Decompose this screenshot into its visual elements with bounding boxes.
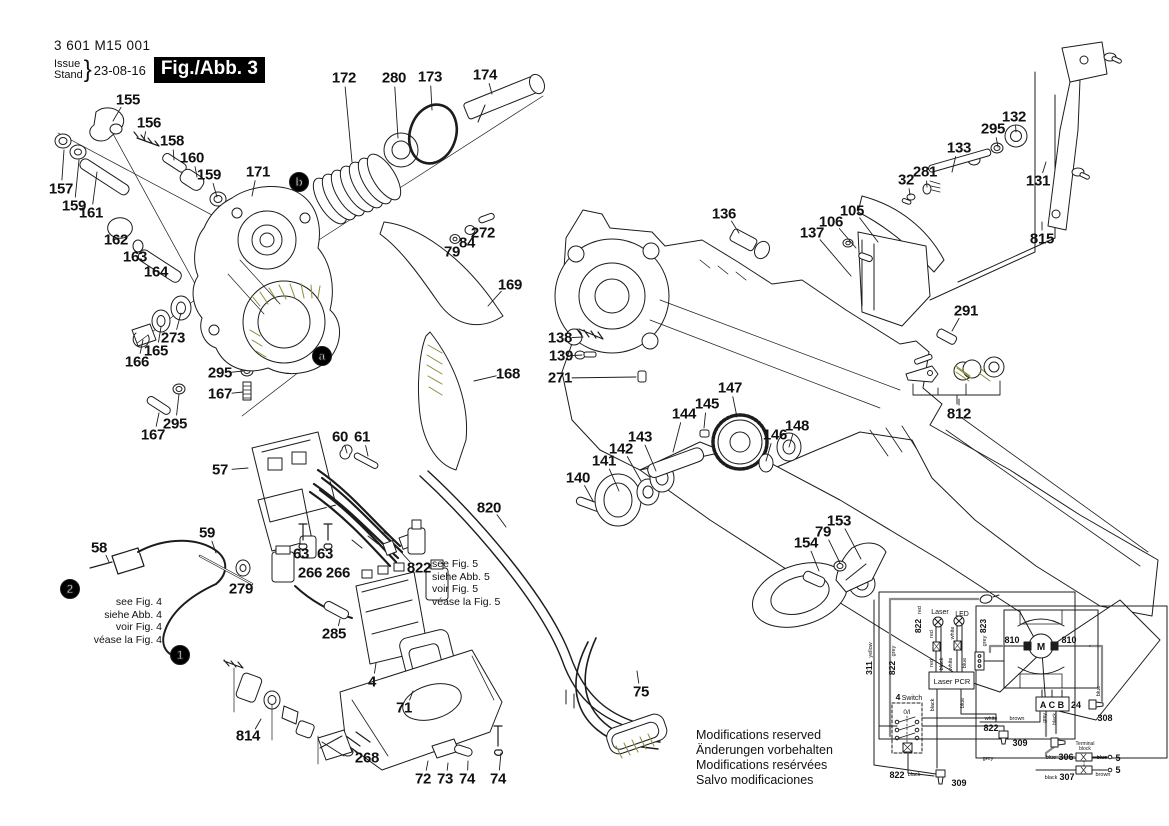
part-label: 167 [207, 385, 233, 403]
part-label: 281 [912, 163, 938, 181]
part-label: 159 [196, 166, 222, 184]
handles [380, 213, 503, 470]
wiring-label: 4 [895, 692, 901, 702]
part-label: 174 [472, 66, 498, 84]
wiring-label: Laser PCR [933, 677, 971, 686]
part-label: 295 [162, 415, 188, 433]
part-label: 73 [436, 770, 454, 788]
part-label: 79 [443, 243, 461, 261]
wiring-label: 307 [1059, 772, 1075, 782]
wiring-label: black [930, 698, 936, 712]
wiring-label: 810 [1061, 635, 1077, 645]
wiring-label: red [929, 630, 935, 638]
assembly-marker-b: b [295, 175, 303, 189]
part-label: 141 [591, 452, 617, 470]
part-label: 295 [207, 364, 233, 382]
wiring-label: grey [1042, 713, 1048, 723]
wiring-label: brown [1009, 716, 1025, 722]
part-label: 153 [826, 512, 852, 530]
part-label: 162 [103, 231, 129, 249]
document-part-number: 3 601 M15 001 [54, 38, 151, 53]
issue-stand-label: Issue Stand [54, 58, 83, 81]
part-label: 140 [565, 469, 591, 487]
part-label: 279 [228, 580, 254, 598]
wiring-label: black [1044, 775, 1058, 781]
part-label: 61 [353, 428, 371, 446]
wiring-label: 822 [913, 618, 923, 634]
wiring-label: 5 [1115, 765, 1121, 775]
wiring-label: black [939, 657, 945, 671]
wiring-label: red [929, 659, 935, 667]
part-label: 132 [1001, 108, 1027, 126]
part-label: 106 [818, 213, 844, 231]
part-label: 822 [406, 559, 432, 577]
part-label: 266 [325, 564, 351, 582]
wiring-label: 311 [864, 661, 874, 675]
part-label: 147 [717, 379, 743, 397]
part-label: 285 [321, 625, 347, 643]
part-label: 291 [953, 302, 979, 320]
wiring-label: blue [1045, 755, 1057, 761]
part-label: 155 [115, 91, 141, 109]
part-label: 63 [316, 545, 334, 563]
wiring-label: grey [891, 645, 897, 657]
wiring-label: blue [962, 657, 968, 669]
part-label: 59 [198, 524, 216, 542]
assembly-marker-1: 1 [176, 648, 184, 662]
part-label: 271 [547, 369, 573, 387]
part-label: 133 [946, 139, 972, 157]
part-label: 280 [381, 69, 407, 87]
part-label: 71 [395, 699, 413, 717]
right-bracket-assembly [843, 42, 1122, 326]
part-label: 157 [48, 180, 74, 198]
part-label: 79 [814, 523, 832, 541]
wiring-label: 810 [1004, 635, 1020, 645]
see-fig5-note: see Fig. 5 siehe Abb. 5 voir Fig. 5 véase la Fig. 5 [432, 558, 501, 608]
part-label: 161 [78, 204, 104, 222]
wiring-label: black [907, 772, 921, 778]
wiring-label: 306 [1058, 752, 1074, 762]
wiring-label: white [984, 716, 998, 722]
wiring-label: blue [1096, 685, 1102, 697]
part-label: 105 [839, 202, 865, 220]
part-label: 172 [331, 69, 357, 87]
part-label: 160 [179, 149, 205, 167]
part-label: 136 [711, 205, 737, 223]
part-label: 57 [211, 461, 229, 479]
part-label: 168 [495, 365, 521, 383]
modifications-note: Modifications reserved Änderungen vorbehalten Modifications resérvées Salvo modificaciones [696, 728, 833, 787]
wiring-label: 822 [889, 770, 905, 780]
part-label: 74 [489, 770, 507, 788]
part-label: 295 [980, 120, 1006, 138]
part-label: 815 [1029, 230, 1055, 248]
spring-bearing-oring-pin [307, 69, 547, 229]
part-label: 167 [140, 426, 166, 444]
part-label: 820 [476, 499, 502, 517]
figure-number-badge: Fig./Abb. 3 [154, 57, 265, 83]
part-label: 158 [159, 132, 185, 150]
part-label: 148 [784, 417, 810, 435]
wiring-label: Switch [901, 695, 923, 702]
part-label: 812 [946, 405, 972, 423]
part-label: 166 [124, 353, 150, 371]
part-label: 173 [417, 68, 443, 86]
wiring-label: yellow [868, 642, 874, 658]
wiring-label: Laser [931, 609, 949, 616]
wiring-label: M [1036, 642, 1046, 653]
wiring-label: 5 [1115, 753, 1121, 763]
wiring-label: Terminal [1075, 741, 1095, 747]
wiring-label: white [950, 626, 956, 640]
part-label: 60 [331, 428, 349, 446]
wiring-label: 308 [1097, 713, 1113, 723]
assembly-marker-2: 2 [66, 582, 74, 596]
part-label: 163 [122, 248, 148, 266]
part-label: 137 [799, 224, 825, 242]
part-label: 138 [547, 329, 573, 347]
brace-glyph: } [83, 56, 92, 83]
part-label: 143 [627, 428, 653, 446]
wiring-label: 822 [887, 660, 897, 676]
wiring-label: 823 [978, 618, 988, 634]
part-label: 75 [632, 683, 650, 701]
part-label: 145 [694, 395, 720, 413]
part-label: 266 [297, 564, 323, 582]
wiring-label: brown [1095, 772, 1111, 778]
part-label: 72 [414, 770, 432, 788]
wiring-label: LED [955, 611, 969, 618]
wiring-label: blue [960, 697, 966, 709]
part-label: 156 [136, 114, 162, 132]
part-label: 142 [608, 440, 634, 458]
wiring-label: 0/I [903, 709, 911, 716]
part-label: 139 [548, 347, 574, 365]
gear-housing [193, 186, 339, 373]
wiring-label: grey [982, 756, 994, 762]
wiring-label: 822 [983, 723, 999, 733]
part-label: 814 [235, 727, 261, 745]
part-label: 159 [61, 197, 87, 215]
see-fig4-note: see Fig. 4 siehe Abb. 4 voir Fig. 4 véase la Fig. 4 [93, 596, 162, 646]
assembly-marker-a: a [318, 349, 326, 363]
part-label: 32 [897, 171, 915, 189]
part-label: 165 [143, 342, 169, 360]
part-label: 154 [793, 534, 819, 552]
part-label: 74 [458, 770, 476, 788]
part-label: 144 [671, 405, 697, 423]
part-label: 169 [497, 276, 523, 294]
wiring-label: block [1079, 746, 1091, 752]
part-label: 268 [354, 749, 380, 767]
part-label: 272 [470, 224, 496, 242]
spindle-small-parts [224, 660, 352, 764]
part-label: 273 [160, 329, 186, 347]
part-label: 4 [367, 673, 377, 691]
wiring-label: A C B [1039, 700, 1065, 710]
wiring-label: 309 [1012, 738, 1028, 748]
wiring-label: 24 [1070, 700, 1082, 710]
wiring-label: 309 [951, 778, 967, 788]
part-label: 131 [1025, 172, 1051, 190]
part-label: 171 [245, 163, 271, 181]
wiring-label: blue [1096, 755, 1108, 761]
wiring-label: red [917, 606, 923, 614]
part-label: 164 [143, 263, 169, 281]
part-label: 58 [90, 539, 108, 557]
wiring-label: black [1052, 713, 1058, 725]
wiring-label: white [948, 657, 954, 671]
issue-date: 23-08-16 [93, 62, 146, 78]
title-block [54, 38, 265, 84]
wiring-label: grey [982, 635, 988, 647]
part-label: 146 [762, 426, 788, 444]
part-label: 84 [458, 234, 476, 252]
part-label: 63 [292, 545, 310, 563]
